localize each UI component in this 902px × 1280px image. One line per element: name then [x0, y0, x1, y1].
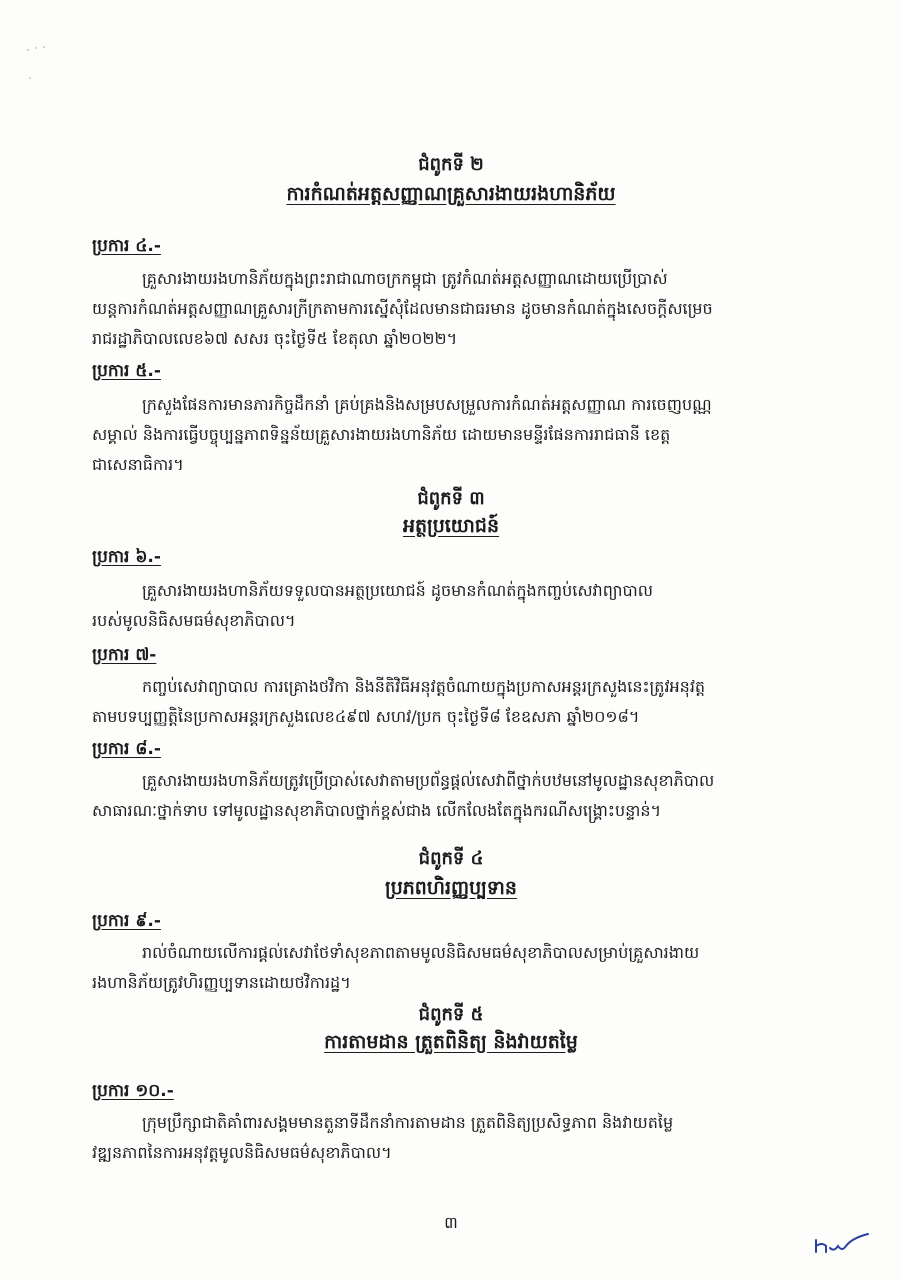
- chapter-2-title: ការកំណត់អត្តសញ្ញាណគ្រួសារងាយរងហានិភ័យ: [286, 183, 616, 205]
- article-10-line: វឌ្ឍនភាពនៃការអនុវត្តមូលនិធិសមធម៌សុខាភិបាល។: [92, 1143, 392, 1162]
- chapter-4-title: ប្រភពហិរញ្ញប្បទាន: [385, 877, 517, 899]
- page-number: ៣: [444, 1213, 458, 1232]
- article-4-line: យន្តការកំណត់អត្តសញ្ញាណគ្រួសារក្រីក្រតាមការស្នើសុំដែលមានជាធរមាន ដូចមានកំណត់ក្នុងសេចក្តីសម្រេច: [92, 299, 713, 318]
- article-7-line: កញ្ចប់សេវាព្យាបាល ការគ្រោងថវិកា និងនីតិវិធីអនុវត្តចំណាយក្នុងប្រកាសអន្តរក្រសួងនេះត្រូវអនុវត្ត: [142, 677, 706, 696]
- article-9-line: រងហានិភ័យត្រូវហិរញ្ញប្បទានដោយថវិការដ្ឋ។: [92, 973, 351, 992]
- chapter-5-title: ការតាមដាន ត្រួតពិនិត្យ និងវាយតម្លៃ: [324, 1031, 578, 1053]
- article-6-line: របស់មូលនិធិសមធម៌សុខាភិបាល។: [92, 611, 296, 630]
- article-6-line: គ្រួសារងាយរងហានិភ័យទទួលបានអត្ថប្រយោជន៍ ដូចមានកំណត់ក្នុងកញ្ចប់សេវាព្យាបាល: [142, 581, 653, 600]
- initials-signature: [812, 1228, 874, 1258]
- article-8-line: គ្រួសារងាយរងហានិភ័យត្រូវប្រើប្រាស់សេវាតាមប្រព័ន្ធផ្តល់សេវាពីថ្នាក់បឋមនៅមូលដ្ឋានសុខាភិបាល: [142, 771, 715, 790]
- article-8-heading: ប្រការ ៨.-: [92, 739, 161, 759]
- article-6-heading: ប្រការ ៦.-: [92, 547, 161, 567]
- article-9-heading: ប្រការ ៩.-: [92, 911, 161, 931]
- article-9-line: រាល់ចំណាយលើការផ្តល់សេវាថែទាំសុខភាពតាមមូលនិធិសមធម៌សុខាភិបាលសម្រាប់គ្រួសារងាយ: [142, 943, 700, 962]
- article-4-line: គ្រួសារងាយរងហានិភ័យក្នុងព្រះរាជាណាចក្រកម្ពុជា ត្រូវកំណត់អត្តសញ្ញាណដោយប្រើប្រាស់: [142, 269, 668, 288]
- article-5-line: ជាសេនាធិការ។: [92, 455, 184, 474]
- chapter-4-number: ជំពូកទី ៤: [418, 848, 484, 869]
- chapter-2-number: ជំពូកទី ២: [418, 154, 484, 175]
- chapter-5-number: ជំពូកទី ៥: [418, 1004, 484, 1025]
- article-5-line: សម្គាល់ និងការធ្វើបច្ចុប្បន្នភាពទិន្នន័យគ្រួសារងាយរងហានិភ័យ ដោយមានមន្ទីរផែនការរាជធានី ខេត្ត: [92, 425, 671, 444]
- article-4-heading: ប្រការ ៤.-: [92, 236, 161, 256]
- article-8-line: សាធារណៈថ្នាក់ទាប ទៅមូលដ្ឋានសុខាភិបាលថ្នាក់ខ្ពស់ជាង លើកលែងតែក្នុងករណីសង្គ្រោះបន្ទាន់។: [92, 801, 662, 820]
- scan-specks: [20, 42, 50, 82]
- article-4-line: រាជរដ្ឋាភិបាលលេខ៦៧ សសរ ចុះថ្ងៃទី៥ ខែតុលា ឆ្នាំ២០២២។: [92, 329, 458, 348]
- chapter-3-title: អត្ថប្រយោជន៍: [402, 515, 500, 537]
- article-5-heading: ប្រការ ៥.-: [92, 361, 161, 381]
- article-5-line: ក្រសួងផែនការមានភារកិច្ចដឹកនាំ គ្រប់គ្រងនិងសម្របសម្រួលការកំណត់អត្តសញ្ញាណ ការចេញបណ្ណ: [142, 395, 712, 414]
- chapter-3-number: ជំពូកទី ៣: [417, 488, 485, 509]
- article-7-heading: ប្រការ ៧-: [92, 645, 157, 665]
- article-10-line: ក្រុមប្រឹក្សាជាតិគាំពារសង្គមមានតួនាទីដឹកនាំការតាមដាន ត្រួតពិនិត្យប្រសិទ្ធភាព និងវាយតម្លៃ: [142, 1113, 674, 1132]
- article-10-heading: ប្រការ ១០.-: [92, 1081, 174, 1101]
- article-7-line: តាមបទប្បញ្ញត្តិនៃប្រកាសអន្តរក្រសួងលេខ៤៩៧ សហវ/ប្រក ចុះថ្ងៃទី៨ ខែឧសភា ឆ្នាំ២០១៨។: [92, 707, 640, 726]
